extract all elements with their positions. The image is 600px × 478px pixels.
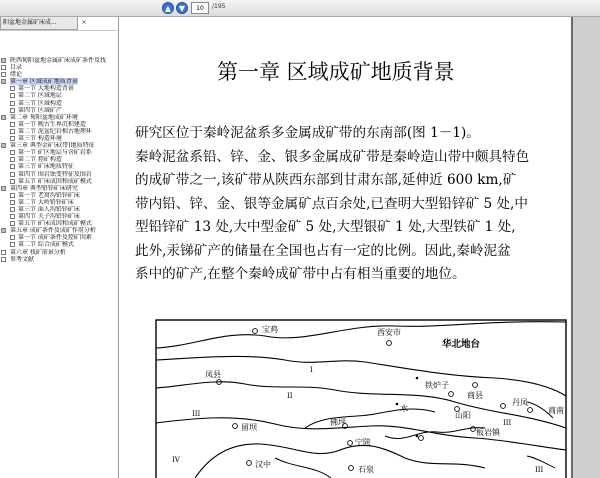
body-paragraph bbox=[135, 122, 571, 287]
expand-toggle-icon[interactable] bbox=[1, 186, 6, 191]
map-label: 佛坪 bbox=[330, 418, 346, 427]
bookmark-label: 第二节 综合成矿模式 bbox=[18, 241, 74, 249]
map-zone-label: II bbox=[287, 392, 293, 400]
bookmark-page-icon[interactable] bbox=[1, 72, 6, 77]
bookmark-label: 第一节 成矿条件及控矿因素 bbox=[18, 234, 92, 242]
bookmark-item[interactable] bbox=[0, 213, 118, 220]
map-label: 山阳 bbox=[455, 411, 471, 420]
bookmark-page-icon[interactable] bbox=[10, 136, 15, 141]
map-label: 汉中 bbox=[255, 460, 271, 469]
expand-toggle-icon[interactable] bbox=[1, 58, 6, 63]
bookmark-item[interactable] bbox=[0, 128, 118, 135]
bookmark-label: 陕西甸阳盆地金属矿床成矿条件及找 bbox=[10, 57, 107, 64]
paragraph-line: 秦岭泥盆系铅、锌、金、银多金属成矿带是秦岭造山带中颇具特色 bbox=[135, 148, 530, 165]
map-label: 丹凤 bbox=[512, 398, 528, 407]
bookmark-item[interactable] bbox=[0, 64, 118, 71]
bookmark-label: 第二节 控矿构造 bbox=[18, 156, 62, 164]
bookmark-label: 第六章 找矿前景分析 bbox=[10, 248, 66, 256]
bookmark-page-icon[interactable] bbox=[1, 65, 6, 70]
bookmark-page-icon[interactable] bbox=[10, 242, 15, 247]
bookmark-label: 第五章 成矿条件及成矿作用分析 bbox=[10, 227, 96, 235]
bookmark-page-icon[interactable] bbox=[10, 235, 15, 240]
map-label: 宝鸡 bbox=[262, 325, 278, 334]
bookmark-label: 第五节 矿床成因和成矿模式 bbox=[18, 177, 92, 185]
bookmark-label: 绪论 bbox=[10, 71, 23, 79]
paragraph-line: 带内铅、锌、金、银等金属矿点百余处,已查明大型铅锌矿 5 处,中 bbox=[135, 195, 528, 212]
map-label: 留坝 bbox=[241, 423, 257, 432]
bookmark-label: 第一节 晚古生界沉积建造 bbox=[18, 120, 86, 128]
paragraph-line: 型铅锌矿 13 处,大中型金矿 5 处,大型银矿 1 处,大型铁矿 1 处, bbox=[135, 219, 516, 235]
map-label: 石泉 bbox=[358, 465, 374, 474]
paragraph-line: 的成矿带之一,该矿带从陕西东部到甘肃东部,延伸近 600 km,矿 bbox=[135, 172, 517, 188]
bookmark-item[interactable] bbox=[0, 107, 118, 114]
map-label: 西安市 bbox=[377, 328, 401, 337]
bookmark-page-icon[interactable] bbox=[10, 129, 15, 134]
bookmark-page-icon[interactable] bbox=[10, 150, 15, 155]
bookmark-label: 第二节 区域地层 bbox=[18, 92, 62, 100]
bookmark-label: 第四节 关子沟铅锌矿床 bbox=[18, 213, 80, 221]
bookmark-item[interactable] bbox=[0, 171, 118, 178]
sidebar-tab[interactable]: 阳盆地金属矿床成... bbox=[0, 17, 78, 30]
bookmark-page-icon[interactable] bbox=[10, 193, 15, 198]
page-number-input[interactable] bbox=[191, 2, 209, 14]
paragraph-line: 系中的矿产,在整个秦岭成矿带中占有相当重要的地位。 bbox=[135, 266, 466, 282]
expand-toggle-icon[interactable] bbox=[1, 143, 6, 148]
map-label: 铁炉子 bbox=[425, 381, 449, 390]
bookmark-item[interactable] bbox=[0, 78, 118, 85]
bookmark-item[interactable] bbox=[0, 256, 118, 263]
bookmark-label: 目录 bbox=[10, 64, 23, 72]
bookmark-page-icon[interactable] bbox=[10, 101, 15, 106]
bookmark-item[interactable] bbox=[0, 142, 118, 149]
close-icon[interactable]: × bbox=[81, 19, 87, 26]
bookmark-label: 第一节 大地构造背景 bbox=[18, 85, 74, 93]
bookmark-page-icon[interactable] bbox=[10, 93, 15, 98]
map-zone-label: IV bbox=[172, 456, 180, 464]
bookmark-page-icon[interactable] bbox=[10, 108, 15, 113]
bookmark-item[interactable] bbox=[0, 199, 118, 206]
bookmark-page-icon[interactable] bbox=[10, 157, 15, 162]
bookmark-label: 第三节 面人沟铅锌矿床 bbox=[18, 205, 80, 213]
bookmark-label: 第三节 区域构造 bbox=[18, 99, 62, 107]
bookmark-item[interactable] bbox=[0, 71, 118, 78]
bookmark-label: 第二章 甸阳盆地成矿环境 bbox=[10, 113, 78, 121]
bookmark-item[interactable] bbox=[0, 163, 118, 170]
down-arrow-icon[interactable]: ▼ bbox=[176, 2, 188, 14]
page-total: /195 bbox=[212, 3, 226, 10]
bookmark-page-icon[interactable] bbox=[1, 257, 6, 262]
bookmark-item[interactable] bbox=[0, 220, 118, 227]
bookmark-item[interactable] bbox=[0, 121, 118, 128]
bookmark-page-icon[interactable] bbox=[10, 207, 15, 212]
bookmark-item[interactable] bbox=[0, 85, 118, 92]
chapter-title: 第一章 区域成矿地质背景 bbox=[217, 60, 455, 84]
bookmark-label: 第四节 围岩蚀变特征及围岩 bbox=[18, 170, 92, 178]
bookmark-page-icon[interactable] bbox=[10, 200, 15, 205]
bookmark-item[interactable] bbox=[0, 135, 118, 142]
bookmark-label: 第二节 泥盆纪岩相古地理环 bbox=[18, 127, 92, 135]
bookmark-item[interactable] bbox=[0, 92, 118, 99]
bookmark-item[interactable] bbox=[0, 149, 118, 156]
bookmark-item[interactable] bbox=[0, 156, 118, 163]
map-zone-label: III bbox=[192, 410, 201, 418]
bookmark-item[interactable] bbox=[0, 234, 118, 241]
map-label: 凤县 bbox=[205, 370, 221, 379]
bookmark-item[interactable] bbox=[0, 185, 118, 192]
bookmark-item[interactable] bbox=[0, 57, 118, 64]
map-zone-label: I bbox=[310, 366, 313, 374]
bookmark-label: 第四章 典型铅锌矿床研究 bbox=[10, 184, 78, 192]
bookmark-label: 第一节 老窝沟铅锌矿床 bbox=[18, 191, 80, 199]
bookmark-label: 第一章 区域成矿地质背景 bbox=[10, 78, 78, 86]
bookmark-item[interactable] bbox=[0, 178, 118, 185]
sidebar-divider bbox=[0, 30, 118, 31]
bookmark-label: 参考文献 bbox=[10, 255, 35, 263]
bookmark-item[interactable] bbox=[0, 100, 118, 107]
bookmark-item[interactable] bbox=[0, 227, 118, 234]
bookmark-label: 第三章 典型金矿床(带)地质特征 bbox=[10, 142, 95, 150]
bookmark-item[interactable] bbox=[0, 114, 118, 121]
map-label: 水 bbox=[400, 404, 408, 413]
bookmark-label: 第五节 矿床成因和成矿模式 bbox=[18, 220, 92, 228]
viewer-gutter bbox=[573, 17, 600, 478]
paragraph-line: 此外,汞锑矿产的储量在全国也占有一定的比例。因此,秦岭泥盆 bbox=[135, 242, 511, 259]
bookmark-page-icon[interactable] bbox=[10, 122, 15, 127]
bookmark-item[interactable] bbox=[0, 241, 118, 248]
map-label: 商南 bbox=[548, 406, 564, 415]
geologic-map-figure bbox=[155, 318, 567, 478]
up-arrow-icon[interactable]: ▲ bbox=[162, 2, 174, 14]
map-label: 宁陕 bbox=[355, 438, 371, 447]
bookmark-label: 第四节 区域矿产 bbox=[18, 106, 62, 114]
bookmark-page-icon[interactable] bbox=[10, 172, 15, 177]
expand-toggle-icon[interactable] bbox=[1, 79, 6, 84]
bookmark-label: 第一节 矿区地层与含矿岩系 bbox=[18, 149, 92, 157]
expand-toggle-icon[interactable] bbox=[1, 115, 6, 120]
bookmark-page-icon[interactable] bbox=[10, 221, 15, 226]
map-label: 商县 bbox=[467, 391, 483, 400]
map-zone-label: III bbox=[503, 419, 512, 427]
expand-toggle-icon[interactable] bbox=[1, 228, 6, 233]
bookmark-page-icon[interactable] bbox=[10, 179, 15, 184]
bookmark-label: 第三节 构造环境 bbox=[18, 135, 62, 143]
bookmark-page-icon[interactable] bbox=[10, 86, 15, 91]
bookmark-page-icon[interactable] bbox=[10, 214, 15, 219]
map-zone-label: III bbox=[535, 466, 544, 474]
paragraph-line: 研究区位于秦岭泥盆系多金属成矿带的东南部(图 1－1)。 bbox=[135, 125, 480, 141]
map-label: 板岩镇 bbox=[476, 428, 500, 437]
bookmark-label: 第二节 大岭铅锌矿床 bbox=[18, 198, 74, 206]
bookmark-item[interactable] bbox=[0, 249, 118, 256]
bookmark-item[interactable] bbox=[0, 192, 118, 199]
bookmark-page-icon[interactable] bbox=[10, 164, 15, 169]
bookmark-label: 第三节 矿床地质特征 bbox=[18, 163, 74, 171]
bookmark-tree bbox=[0, 57, 118, 263]
map-region-label: 华北地台 bbox=[442, 339, 481, 350]
bookmarks-sidebar bbox=[0, 17, 119, 478]
toolbar bbox=[0, 0, 600, 17]
bookmark-item[interactable] bbox=[0, 206, 118, 213]
bookmark-page-icon[interactable] bbox=[1, 250, 6, 255]
